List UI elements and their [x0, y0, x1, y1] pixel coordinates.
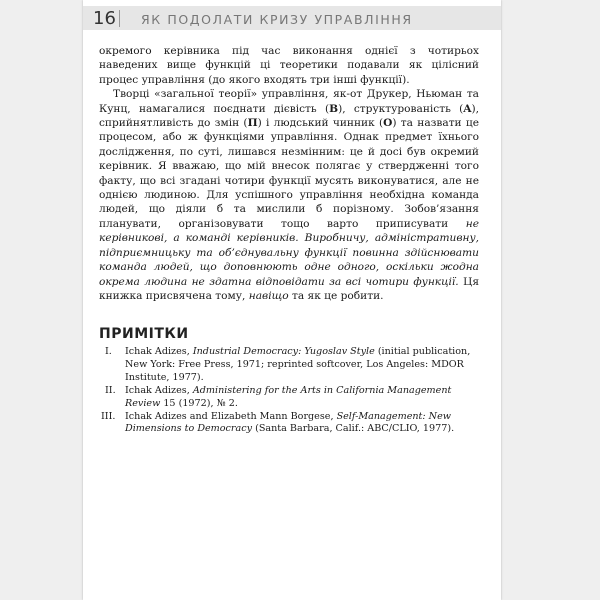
text-segment: Ця книжка присвячена тому, [99, 275, 480, 302]
text-segment: ) та назвати це процесом, або ж функціями управління. Однак предмет їхнього дослідження, по суті, лишався незмінним: це й досі був окремий керівник. Я вважаю, що мій внесок полягає у ствердженні того факту, що всі згадані чотири функції мусять виконуватися, але не однією людиною. Для успішного управління необхідна команда людей, що діяли б та мислили б порізному. Зобов’язання планувати, організовувати тощо варто приписувати [99, 117, 479, 230]
bold-letter-p: П [247, 117, 258, 130]
notes-list [99, 346, 483, 436]
note-title: Administering for the Arts in California Management Review [125, 384, 452, 409]
book-page [83, 0, 501, 600]
note-text: (Santa Barbara, Calif.: ABC/CLIO, 1977). [252, 423, 455, 435]
page-number: 16 [93, 8, 116, 29]
note-number: I. [105, 346, 112, 357]
text-segment: Творці «загальної теорії» управління, як-от Друкер, Ньюман та Кунц, намагалися поєднати дієвість ( [99, 88, 479, 115]
italic-segment: не керівникові, а команді керівників. Виробничу, адміністративну, підприємницьку та об’єднувальну функції повинна здійснювати команда людей, що доповнюють одне одного, оскільки жодна окрема людина не здатна відповідати за всі чотири функції. [99, 217, 479, 288]
text-segment: ) і людський чинник ( [257, 117, 384, 130]
note-number: III. [101, 410, 116, 422]
note-number: II. [105, 384, 116, 396]
text-segment: ), структурованість ( [338, 102, 464, 115]
header-divider [119, 10, 120, 27]
note-item [99, 411, 483, 437]
note-text: Ichak Adizes, [125, 384, 193, 396]
text-segment: та як це робити. [288, 289, 384, 302]
note-item [99, 346, 483, 385]
note-title: Industrial Democracy: Yugoslav Style [192, 346, 375, 357]
paragraph-1: окремого керівника під час виконання однієї з чотирьох наведених вище функцій ці теоретики подавали як цілісний процес управління (до якого входять три інші функції). [99, 45, 479, 86]
page-header [83, 6, 501, 30]
text-segment: ), сприйнятливість до змін ( [99, 102, 480, 130]
note-title: Self-Management: New Dimensions to Democracy [125, 410, 451, 435]
paragraph-2 [99, 87, 479, 303]
note-item [99, 385, 483, 411]
notes-heading: ПРИМІТКИ [99, 326, 189, 342]
bold-letter-b: B [329, 102, 339, 115]
note-text: Ichak Adizes and Elizabeth Mann Borgese, [125, 410, 337, 422]
main-text [99, 44, 479, 303]
note-text: Ichak Adizes, [125, 346, 193, 357]
bold-letter-a: A [463, 102, 472, 115]
note-text: (initial publication, New York: Free Press, 1971; reprinted softcover, Los Angeles: MDOR Institute, 1977). [125, 346, 471, 383]
note-text: 15 (1972), № 2. [160, 397, 238, 409]
bold-letter-o: О [383, 117, 393, 130]
italic-word: навіщо [248, 289, 289, 302]
running-title: ЯК ПОДОЛАТИ КРИЗУ УПРАВЛІННЯ [141, 12, 413, 27]
